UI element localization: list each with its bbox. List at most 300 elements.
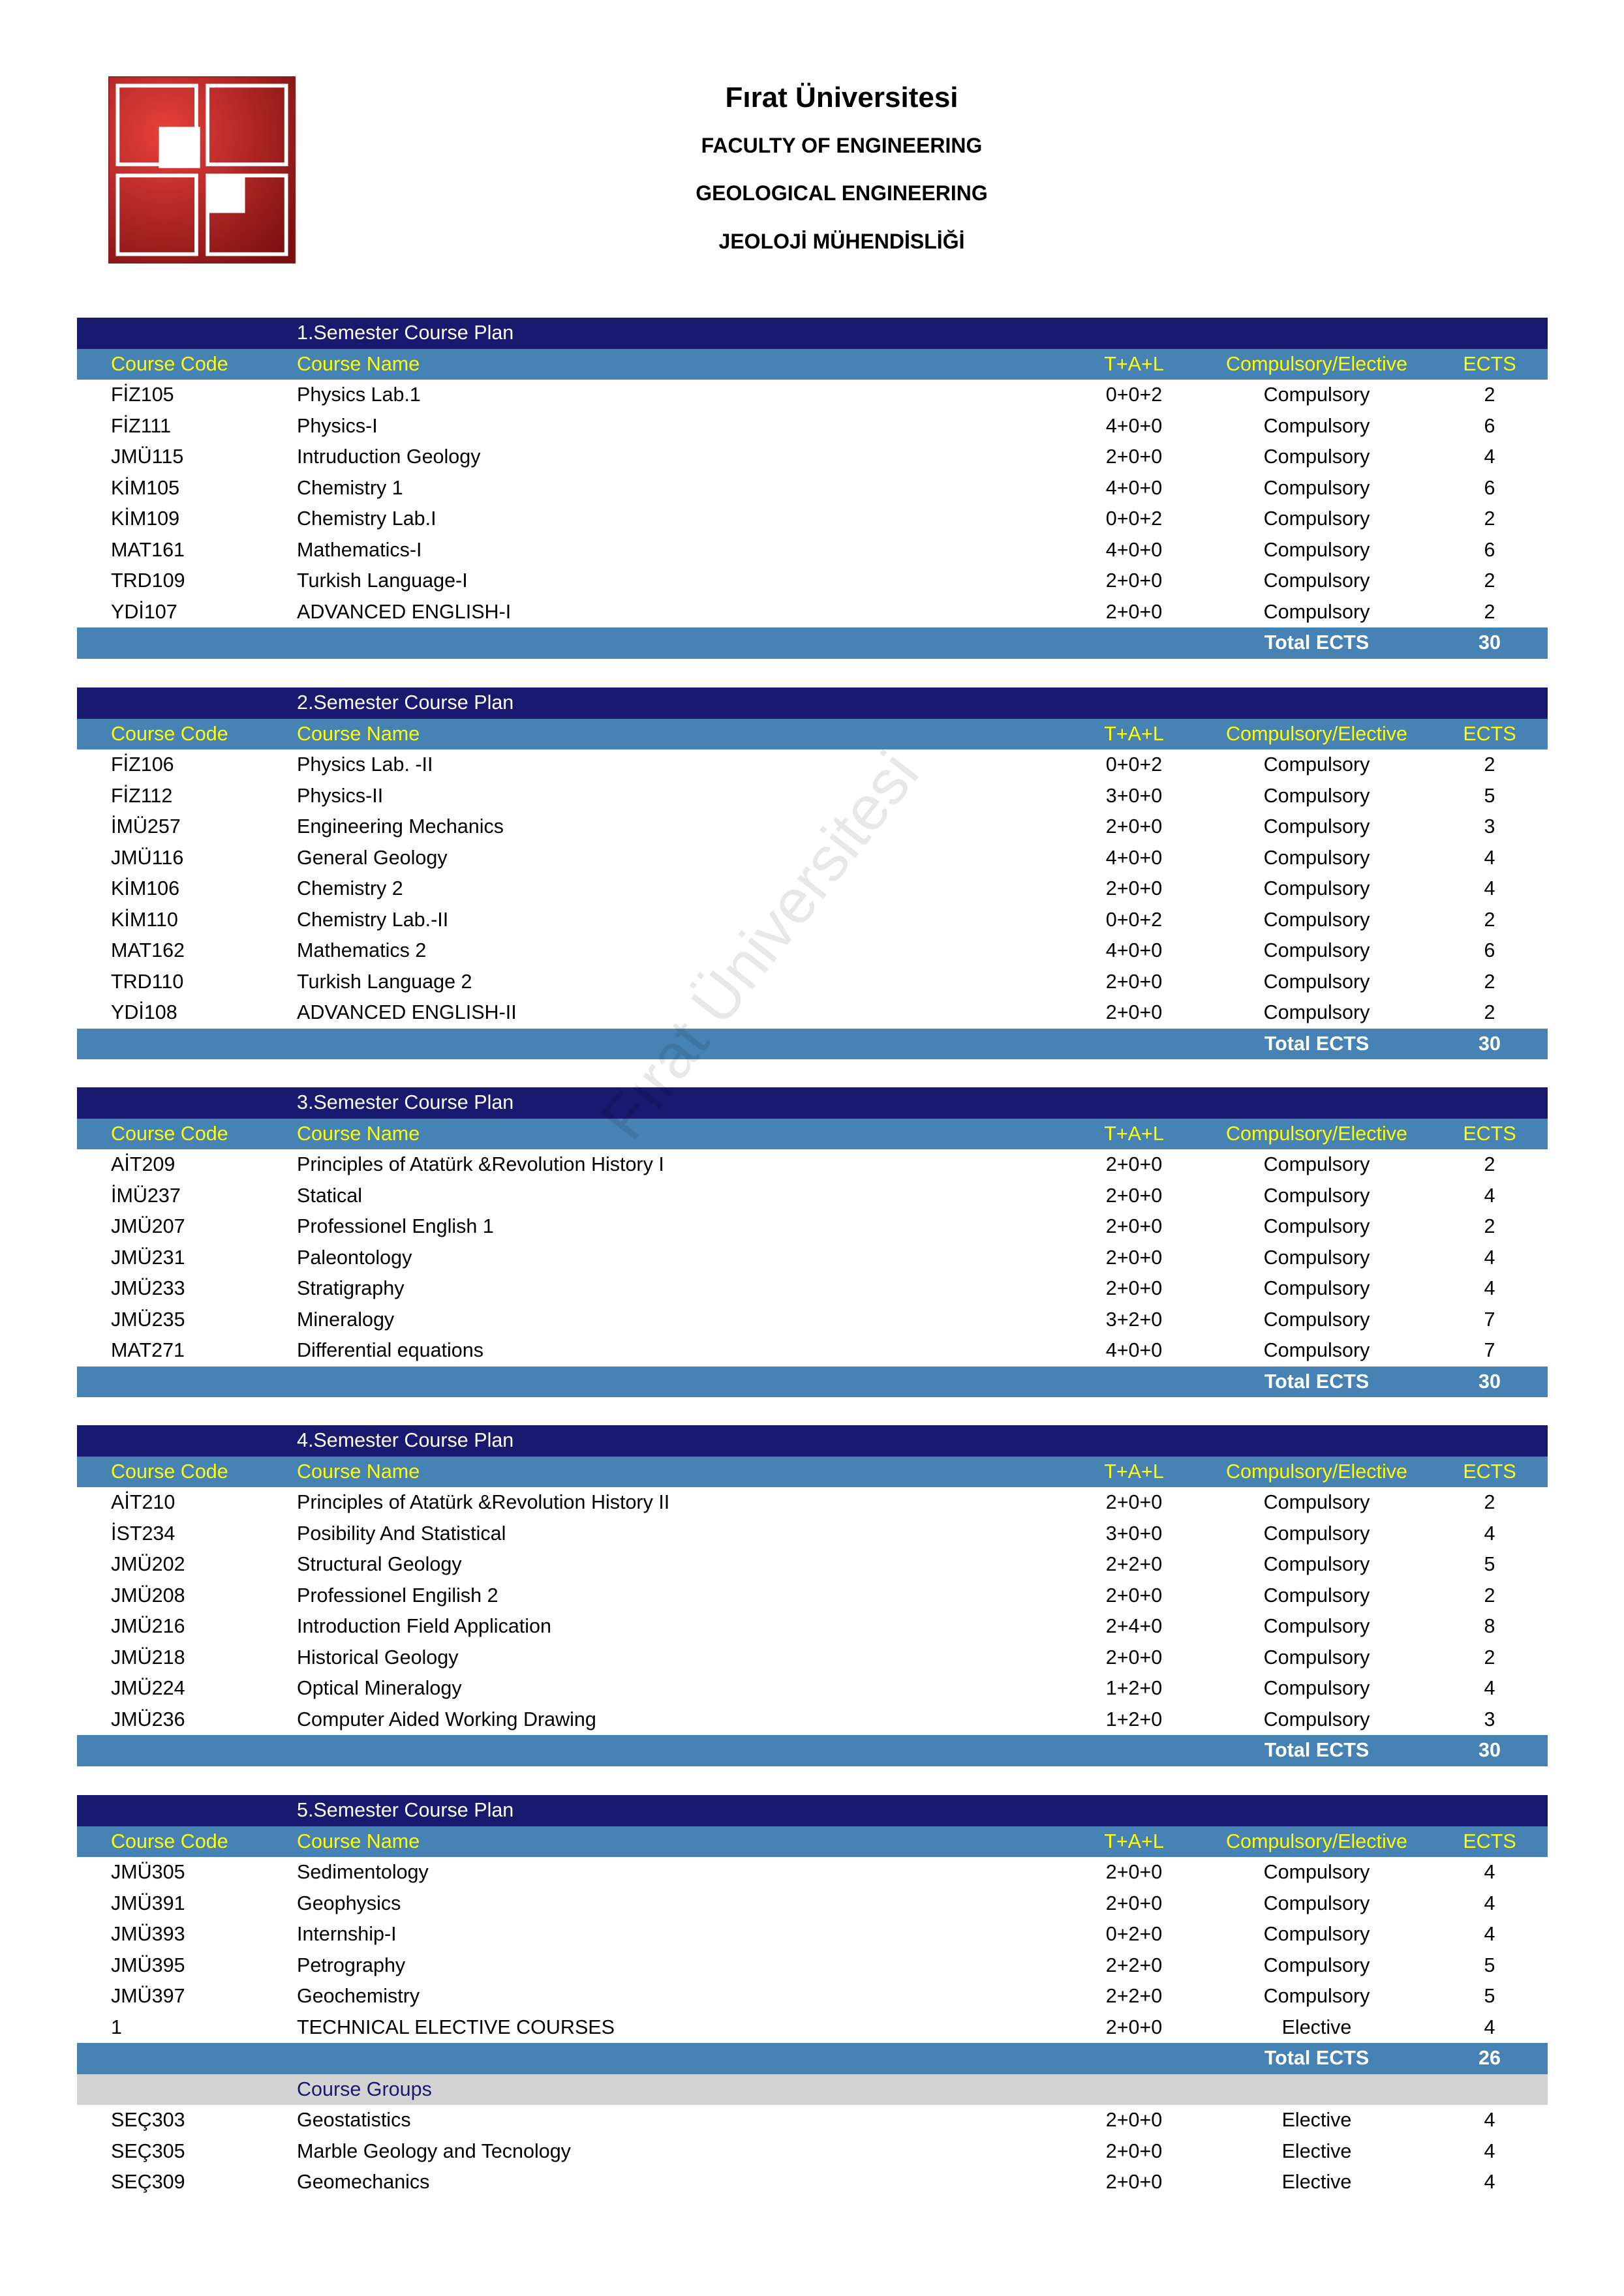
course-type: Compulsory bbox=[1263, 815, 1370, 838]
course-ects: 8 bbox=[1484, 1615, 1495, 1638]
header-hours: T+A+L bbox=[1104, 722, 1164, 745]
faculty-name: FACULTY OF ENGINEERING bbox=[701, 134, 983, 157]
semester-title-bar bbox=[77, 687, 1548, 719]
course-ects: 2 bbox=[1484, 970, 1495, 993]
course-hours: 2+0+0 bbox=[1105, 1215, 1163, 1238]
header-course-name: Course Name bbox=[297, 1122, 420, 1145]
course-type: Elective bbox=[1281, 2016, 1352, 2038]
table-row bbox=[77, 1981, 1548, 2012]
course-code: KİM106 bbox=[111, 877, 180, 900]
header-ects: ECTS bbox=[1463, 1122, 1516, 1145]
course-name: Geochemistry bbox=[297, 1985, 420, 2008]
course-type: Compulsory bbox=[1263, 1277, 1370, 1300]
table-row bbox=[77, 1518, 1548, 1550]
course-name: Optical Mineralogy bbox=[297, 1677, 462, 1700]
header-course-code: Course Code bbox=[111, 1122, 228, 1145]
table-row bbox=[77, 1549, 1548, 1580]
course-code: İMÜ257 bbox=[111, 815, 181, 838]
course-hours: 2+2+0 bbox=[1105, 1553, 1163, 1576]
semester-title: 5.Semester Course Plan bbox=[297, 1799, 514, 1822]
course-ects: 2 bbox=[1484, 507, 1495, 530]
group-row bbox=[77, 2167, 1548, 2198]
course-hours: 2+0+0 bbox=[1105, 600, 1163, 623]
course-hours: 1+2+0 bbox=[1105, 1677, 1163, 1700]
course-ects: 4 bbox=[1484, 1277, 1495, 1300]
course-code: JMÜ208 bbox=[111, 1584, 185, 1607]
course-hours: 2+0+0 bbox=[1105, 446, 1163, 468]
semester-title-bar bbox=[77, 1425, 1548, 1457]
course-name: Chemistry 2 bbox=[297, 877, 403, 900]
course-code: İMÜ237 bbox=[111, 1184, 181, 1207]
header-course-code: Course Code bbox=[111, 1460, 228, 1483]
total-label: Total ECTS bbox=[1264, 1739, 1370, 1762]
table-row bbox=[77, 1580, 1548, 1612]
course-hours: 0+2+0 bbox=[1105, 1923, 1163, 1946]
course-name: TECHNICAL ELECTIVE COURSES bbox=[297, 2016, 615, 2038]
course-code: FİZ111 bbox=[111, 414, 172, 437]
table-row bbox=[77, 1487, 1548, 1518]
course-code: MAT162 bbox=[111, 939, 185, 962]
course-hours: 2+0+0 bbox=[1105, 569, 1163, 592]
course-hours: 4+0+0 bbox=[1105, 846, 1163, 869]
header-course-name: Course Name bbox=[297, 352, 420, 375]
table-row bbox=[77, 473, 1548, 504]
table-row bbox=[77, 504, 1548, 535]
total-row bbox=[77, 2043, 1548, 2074]
course-code: JMÜ393 bbox=[111, 1923, 185, 1946]
course-name: Engineering Mechanics bbox=[297, 815, 504, 838]
university-name: Fırat Üniversitesi bbox=[725, 82, 958, 113]
course-hours: 2+0+0 bbox=[1105, 1584, 1163, 1607]
course-hours: 2+0+0 bbox=[1105, 1861, 1163, 1884]
table-row bbox=[77, 1611, 1548, 1642]
course-ects: 5 bbox=[1484, 1985, 1495, 2008]
header-type: Compulsory/Elective bbox=[1226, 352, 1407, 375]
course-type: Compulsory bbox=[1263, 846, 1370, 869]
course-name: Turkish Language 2 bbox=[297, 970, 472, 993]
course-name: Physics-I bbox=[297, 414, 378, 437]
course-code: JMÜ233 bbox=[111, 1277, 185, 1300]
course-code: İST234 bbox=[111, 1522, 176, 1545]
course-hours: 2+0+0 bbox=[1105, 1646, 1163, 1669]
course-ects: 4 bbox=[1484, 877, 1495, 900]
course-hours: 2+0+0 bbox=[1105, 970, 1163, 993]
course-code: MAT161 bbox=[111, 538, 185, 561]
total-ects: 30 bbox=[1478, 1739, 1501, 1762]
header-type: Compulsory/Elective bbox=[1226, 1830, 1407, 1852]
table-row bbox=[77, 1950, 1548, 1982]
course-ects: 4 bbox=[1484, 1861, 1495, 1884]
header-course-code: Course Code bbox=[111, 722, 228, 745]
course-code: JMÜ218 bbox=[111, 1646, 185, 1669]
course-name: Chemistry Lab.I bbox=[297, 507, 437, 530]
university-logo bbox=[108, 76, 296, 264]
course-type: Compulsory bbox=[1263, 784, 1370, 807]
course-hours: 2+0+0 bbox=[1105, 2171, 1163, 2194]
course-name: Chemistry Lab.-II bbox=[297, 908, 449, 931]
course-ects: 4 bbox=[1484, 1892, 1495, 1914]
total-label: Total ECTS bbox=[1264, 1032, 1370, 1055]
course-code: JMÜ115 bbox=[111, 446, 184, 468]
course-type: Compulsory bbox=[1263, 384, 1370, 406]
course-ects: 5 bbox=[1484, 784, 1495, 807]
course-type: Compulsory bbox=[1263, 1522, 1370, 1545]
course-name: Turkish Language-I bbox=[297, 569, 468, 592]
table-row bbox=[77, 411, 1548, 442]
total-label: Total ECTS bbox=[1264, 631, 1370, 654]
course-type: Compulsory bbox=[1263, 908, 1370, 931]
course-hours: 2+0+0 bbox=[1105, 1001, 1163, 1024]
course-type: Compulsory bbox=[1263, 1215, 1370, 1238]
course-type: Compulsory bbox=[1263, 1892, 1370, 1914]
course-type: Compulsory bbox=[1263, 970, 1370, 993]
course-name: Sedimentology bbox=[297, 1861, 429, 1884]
course-name: Intruduction Geology bbox=[297, 446, 481, 468]
course-hours: 0+0+2 bbox=[1105, 384, 1163, 406]
total-ects: 26 bbox=[1478, 2047, 1501, 2070]
course-hours: 4+0+0 bbox=[1105, 939, 1163, 962]
course-name: Structural Geology bbox=[297, 1553, 462, 1576]
table-row bbox=[77, 1888, 1548, 1920]
header-hours: T+A+L bbox=[1104, 1830, 1164, 1852]
course-hours: 4+0+0 bbox=[1105, 414, 1163, 437]
course-name: Internship-I bbox=[297, 1923, 397, 1946]
course-ects: 4 bbox=[1484, 2139, 1495, 2162]
course-ects: 5 bbox=[1484, 1553, 1495, 1576]
course-hours: 4+0+0 bbox=[1105, 1339, 1163, 1362]
course-name: ADVANCED ENGLISH-II bbox=[297, 1001, 517, 1024]
course-code: JMÜ207 bbox=[111, 1215, 185, 1238]
course-type: Compulsory bbox=[1263, 538, 1370, 561]
table-row bbox=[77, 2012, 1548, 2044]
course-hours: 2+0+0 bbox=[1105, 1491, 1163, 1514]
course-type: Compulsory bbox=[1263, 446, 1370, 468]
course-name: Chemistry 1 bbox=[297, 476, 403, 499]
header-ects: ECTS bbox=[1463, 722, 1516, 745]
semester-plan-4 bbox=[77, 1425, 1548, 1766]
table-row bbox=[77, 1305, 1548, 1336]
course-type: Compulsory bbox=[1263, 476, 1370, 499]
course-name: General Geology bbox=[297, 846, 448, 869]
course-name: ADVANCED ENGLISH-I bbox=[297, 600, 512, 623]
course-ects: 4 bbox=[1484, 2016, 1495, 2038]
course-name: Professionel English 1 bbox=[297, 1215, 494, 1238]
group-row bbox=[77, 2136, 1548, 2168]
course-ects: 2 bbox=[1484, 384, 1495, 406]
course-ects: 2 bbox=[1484, 1491, 1495, 1514]
table-row bbox=[77, 811, 1548, 843]
course-hours: 2+0+0 bbox=[1105, 1153, 1163, 1176]
course-hours: 2+2+0 bbox=[1105, 1985, 1163, 2008]
course-type: Compulsory bbox=[1263, 1584, 1370, 1607]
header-hours: T+A+L bbox=[1104, 1122, 1164, 1145]
course-name: Posibility And Statistical bbox=[297, 1522, 506, 1545]
course-type: Elective bbox=[1281, 2109, 1352, 2132]
course-code: FİZ106 bbox=[111, 753, 174, 776]
course-ects: 3 bbox=[1484, 815, 1495, 838]
table-row bbox=[77, 597, 1548, 628]
course-code: FİZ112 bbox=[111, 784, 173, 807]
course-code: SEÇ305 bbox=[111, 2139, 185, 2162]
table-row bbox=[77, 1211, 1548, 1243]
header-course-name: Course Name bbox=[297, 1830, 420, 1852]
table-row bbox=[77, 1181, 1548, 1212]
course-code: JMÜ305 bbox=[111, 1861, 185, 1884]
table-row bbox=[77, 997, 1548, 1029]
course-name: Historical Geology bbox=[297, 1646, 459, 1669]
total-row bbox=[77, 1735, 1548, 1766]
total-row bbox=[77, 1029, 1548, 1060]
course-type: Compulsory bbox=[1263, 1615, 1370, 1638]
course-hours: 2+0+0 bbox=[1105, 1184, 1163, 1207]
total-row bbox=[77, 1367, 1548, 1398]
course-code: TRD109 bbox=[111, 569, 185, 592]
course-type: Compulsory bbox=[1263, 600, 1370, 623]
course-type: Compulsory bbox=[1263, 1246, 1370, 1269]
course-type: Compulsory bbox=[1263, 1677, 1370, 1700]
header-hours: T+A+L bbox=[1104, 352, 1164, 375]
course-name: Introduction Field Application bbox=[297, 1615, 551, 1638]
semester-plan-5 bbox=[77, 1795, 1548, 2198]
header-type: Compulsory/Elective bbox=[1226, 1122, 1407, 1145]
course-name: Professionel Engilish 2 bbox=[297, 1584, 498, 1607]
course-hours: 2+0+0 bbox=[1105, 877, 1163, 900]
total-ects: 30 bbox=[1478, 1032, 1501, 1055]
course-name: Mathematics 2 bbox=[297, 939, 427, 962]
course-code: SEÇ303 bbox=[111, 2109, 185, 2132]
course-name: Geomechanics bbox=[297, 2171, 430, 2194]
course-type: Compulsory bbox=[1263, 507, 1370, 530]
course-code: KİM110 bbox=[111, 908, 178, 931]
course-ects: 2 bbox=[1484, 1584, 1495, 1607]
course-type: Compulsory bbox=[1263, 1001, 1370, 1024]
course-type: Compulsory bbox=[1263, 414, 1370, 437]
course-ects: 2 bbox=[1484, 908, 1495, 931]
course-code: JMÜ231 bbox=[111, 1246, 185, 1269]
course-ects: 2 bbox=[1484, 753, 1495, 776]
table-row bbox=[77, 442, 1548, 473]
course-type: Compulsory bbox=[1263, 1861, 1370, 1884]
course-code: KİM109 bbox=[111, 507, 180, 530]
semester-title-bar bbox=[77, 318, 1548, 349]
course-type: Compulsory bbox=[1263, 1985, 1370, 2008]
course-code: JMÜ116 bbox=[111, 846, 184, 869]
course-ects: 4 bbox=[1484, 446, 1495, 468]
table-row bbox=[77, 749, 1548, 781]
header-ects: ECTS bbox=[1463, 352, 1516, 375]
course-type: Compulsory bbox=[1263, 1339, 1370, 1362]
table-row bbox=[77, 1673, 1548, 1704]
semester-title: 2.Semester Course Plan bbox=[297, 691, 514, 714]
course-name: Mineralogy bbox=[297, 1308, 395, 1331]
course-ects: 2 bbox=[1484, 1001, 1495, 1024]
course-type: Compulsory bbox=[1263, 753, 1370, 776]
course-hours: 0+0+2 bbox=[1105, 753, 1163, 776]
course-name: Stratigraphy bbox=[297, 1277, 405, 1300]
course-code: JMÜ397 bbox=[111, 1985, 185, 2008]
course-code: SEÇ309 bbox=[111, 2171, 185, 2194]
course-name: Principles of Atatürk &Revolution History I bbox=[297, 1153, 664, 1176]
table-row bbox=[77, 935, 1548, 967]
header-ects: ECTS bbox=[1463, 1460, 1516, 1483]
course-name: Physics Lab. -II bbox=[297, 753, 433, 776]
course-name: Petrography bbox=[297, 1954, 406, 1976]
course-code: JMÜ236 bbox=[111, 1708, 185, 1730]
course-code: 1 bbox=[111, 2016, 122, 2038]
table-row bbox=[77, 1919, 1548, 1950]
course-type: Compulsory bbox=[1263, 1308, 1370, 1331]
header-course-name: Course Name bbox=[297, 722, 420, 745]
course-type: Compulsory bbox=[1263, 569, 1370, 592]
table-row bbox=[77, 380, 1548, 411]
course-hours: 2+0+0 bbox=[1105, 815, 1163, 838]
course-name: Differential equations bbox=[297, 1339, 483, 1362]
course-ects: 2 bbox=[1484, 569, 1495, 592]
semester-plan-1 bbox=[77, 318, 1548, 659]
course-ects: 4 bbox=[1484, 846, 1495, 869]
table-row bbox=[77, 1704, 1548, 1736]
table-row bbox=[77, 535, 1548, 566]
course-type: Compulsory bbox=[1263, 1954, 1370, 1976]
course-ects: 4 bbox=[1484, 1522, 1495, 1545]
total-label: Total ECTS bbox=[1264, 1370, 1370, 1393]
course-ects: 4 bbox=[1484, 2109, 1495, 2132]
course-code: JMÜ395 bbox=[111, 1954, 185, 1976]
semester-title: 3.Semester Course Plan bbox=[297, 1091, 514, 1114]
course-name: Physics Lab.1 bbox=[297, 384, 421, 406]
header-course-code: Course Code bbox=[111, 352, 228, 375]
course-type: Elective bbox=[1281, 2171, 1352, 2194]
header-course-code: Course Code bbox=[111, 1830, 228, 1852]
course-ects: 2 bbox=[1484, 1153, 1495, 1176]
course-code: AİT210 bbox=[111, 1491, 176, 1514]
course-name: Mathematics-I bbox=[297, 538, 422, 561]
course-ects: 6 bbox=[1484, 476, 1495, 499]
course-code: YDİ108 bbox=[111, 1001, 177, 1024]
course-hours: 3+0+0 bbox=[1105, 1522, 1163, 1545]
course-hours: 2+0+0 bbox=[1105, 1246, 1163, 1269]
course-ects: 6 bbox=[1484, 414, 1495, 437]
course-groups-row bbox=[77, 2074, 1548, 2106]
course-code: YDİ107 bbox=[111, 600, 177, 623]
table-row bbox=[77, 1335, 1548, 1367]
course-hours: 1+2+0 bbox=[1105, 1708, 1163, 1730]
table-row bbox=[77, 781, 1548, 812]
course-type: Compulsory bbox=[1263, 877, 1370, 900]
course-code: JMÜ224 bbox=[111, 1677, 185, 1700]
course-code: AİT209 bbox=[111, 1153, 176, 1176]
course-name: Marble Geology and Tecnology bbox=[297, 2139, 571, 2162]
course-ects: 4 bbox=[1484, 1246, 1495, 1269]
course-name: Paleontology bbox=[297, 1246, 412, 1269]
table-header bbox=[77, 719, 1548, 750]
course-name: Computer Aided Working Drawing bbox=[297, 1708, 596, 1730]
watermark: Fırat Üniversitesi bbox=[587, 739, 932, 1153]
course-ects: 6 bbox=[1484, 939, 1495, 962]
course-code: JMÜ391 bbox=[111, 1892, 185, 1914]
table-row bbox=[77, 1857, 1548, 1888]
table-header bbox=[77, 349, 1548, 380]
course-ects: 7 bbox=[1484, 1308, 1495, 1331]
course-code: KİM105 bbox=[111, 476, 180, 499]
table-row bbox=[77, 1243, 1548, 1274]
course-ects: 2 bbox=[1484, 1215, 1495, 1238]
table-row bbox=[77, 1149, 1548, 1181]
course-hours: 3+0+0 bbox=[1105, 784, 1163, 807]
semester-title-bar bbox=[77, 1087, 1548, 1119]
group-row bbox=[77, 2105, 1548, 2136]
course-hours: 2+0+0 bbox=[1105, 2016, 1163, 2038]
course-name: Statical bbox=[297, 1184, 363, 1207]
total-ects: 30 bbox=[1478, 1370, 1501, 1393]
table-row bbox=[77, 967, 1548, 998]
department-name: GEOLOGICAL ENGINEERING bbox=[696, 181, 988, 205]
course-ects: 7 bbox=[1484, 1339, 1495, 1362]
table-row bbox=[77, 566, 1548, 597]
course-hours: 4+0+0 bbox=[1105, 538, 1163, 561]
table-row bbox=[77, 843, 1548, 874]
table-row bbox=[77, 873, 1548, 905]
course-hours: 4+0+0 bbox=[1105, 476, 1163, 499]
header-type: Compulsory/Elective bbox=[1226, 1460, 1407, 1483]
course-code: TRD110 bbox=[111, 970, 184, 993]
course-type: Compulsory bbox=[1263, 1491, 1370, 1514]
course-type: Compulsory bbox=[1263, 1708, 1370, 1730]
course-name: Geophysics bbox=[297, 1892, 401, 1914]
course-hours: 2+0+0 bbox=[1105, 2109, 1163, 2132]
course-ects: 2 bbox=[1484, 1646, 1495, 1669]
header-hours: T+A+L bbox=[1104, 1460, 1164, 1483]
course-type: Compulsory bbox=[1263, 1153, 1370, 1176]
course-hours: 2+2+0 bbox=[1105, 1954, 1163, 1976]
header-type: Compulsory/Elective bbox=[1226, 722, 1407, 745]
course-ects: 3 bbox=[1484, 1708, 1495, 1730]
course-code: JMÜ235 bbox=[111, 1308, 185, 1331]
semester-title: 1.Semester Course Plan bbox=[297, 322, 514, 344]
course-ects: 4 bbox=[1484, 1677, 1495, 1700]
table-header bbox=[77, 1119, 1548, 1150]
semester-plan-2 bbox=[77, 687, 1548, 1059]
table-row bbox=[77, 1642, 1548, 1674]
table-header bbox=[77, 1457, 1548, 1488]
total-row bbox=[77, 627, 1548, 659]
semester-title: 4.Semester Course Plan bbox=[297, 1429, 514, 1452]
course-hours: 2+0+0 bbox=[1105, 1892, 1163, 1914]
total-ects: 30 bbox=[1478, 631, 1501, 654]
course-type: Compulsory bbox=[1263, 1553, 1370, 1576]
course-hours: 2+0+0 bbox=[1105, 2139, 1163, 2162]
header-ects: ECTS bbox=[1463, 1830, 1516, 1852]
course-ects: 4 bbox=[1484, 2171, 1495, 2194]
course-type: Compulsory bbox=[1263, 939, 1370, 962]
course-hours: 2+4+0 bbox=[1105, 1615, 1163, 1638]
total-label: Total ECTS bbox=[1264, 2047, 1370, 2070]
course-ects: 2 bbox=[1484, 600, 1495, 623]
course-type: Compulsory bbox=[1263, 1184, 1370, 1207]
course-type: Elective bbox=[1281, 2139, 1352, 2162]
course-name: Geostatistics bbox=[297, 2109, 411, 2132]
course-hours: 3+2+0 bbox=[1105, 1308, 1163, 1331]
course-type: Compulsory bbox=[1263, 1646, 1370, 1669]
course-code: JMÜ202 bbox=[111, 1553, 185, 1576]
course-type: Compulsory bbox=[1263, 1923, 1370, 1946]
course-name: Principles of Atatürk &Revolution History II bbox=[297, 1491, 670, 1514]
department-name-tr: JEOLOJİ MÜHENDİSLİĞİ bbox=[718, 230, 965, 253]
course-name: Physics-II bbox=[297, 784, 384, 807]
course-code: JMÜ216 bbox=[111, 1615, 185, 1638]
course-code: FİZ105 bbox=[111, 384, 174, 406]
header-course-name: Course Name bbox=[297, 1460, 420, 1483]
